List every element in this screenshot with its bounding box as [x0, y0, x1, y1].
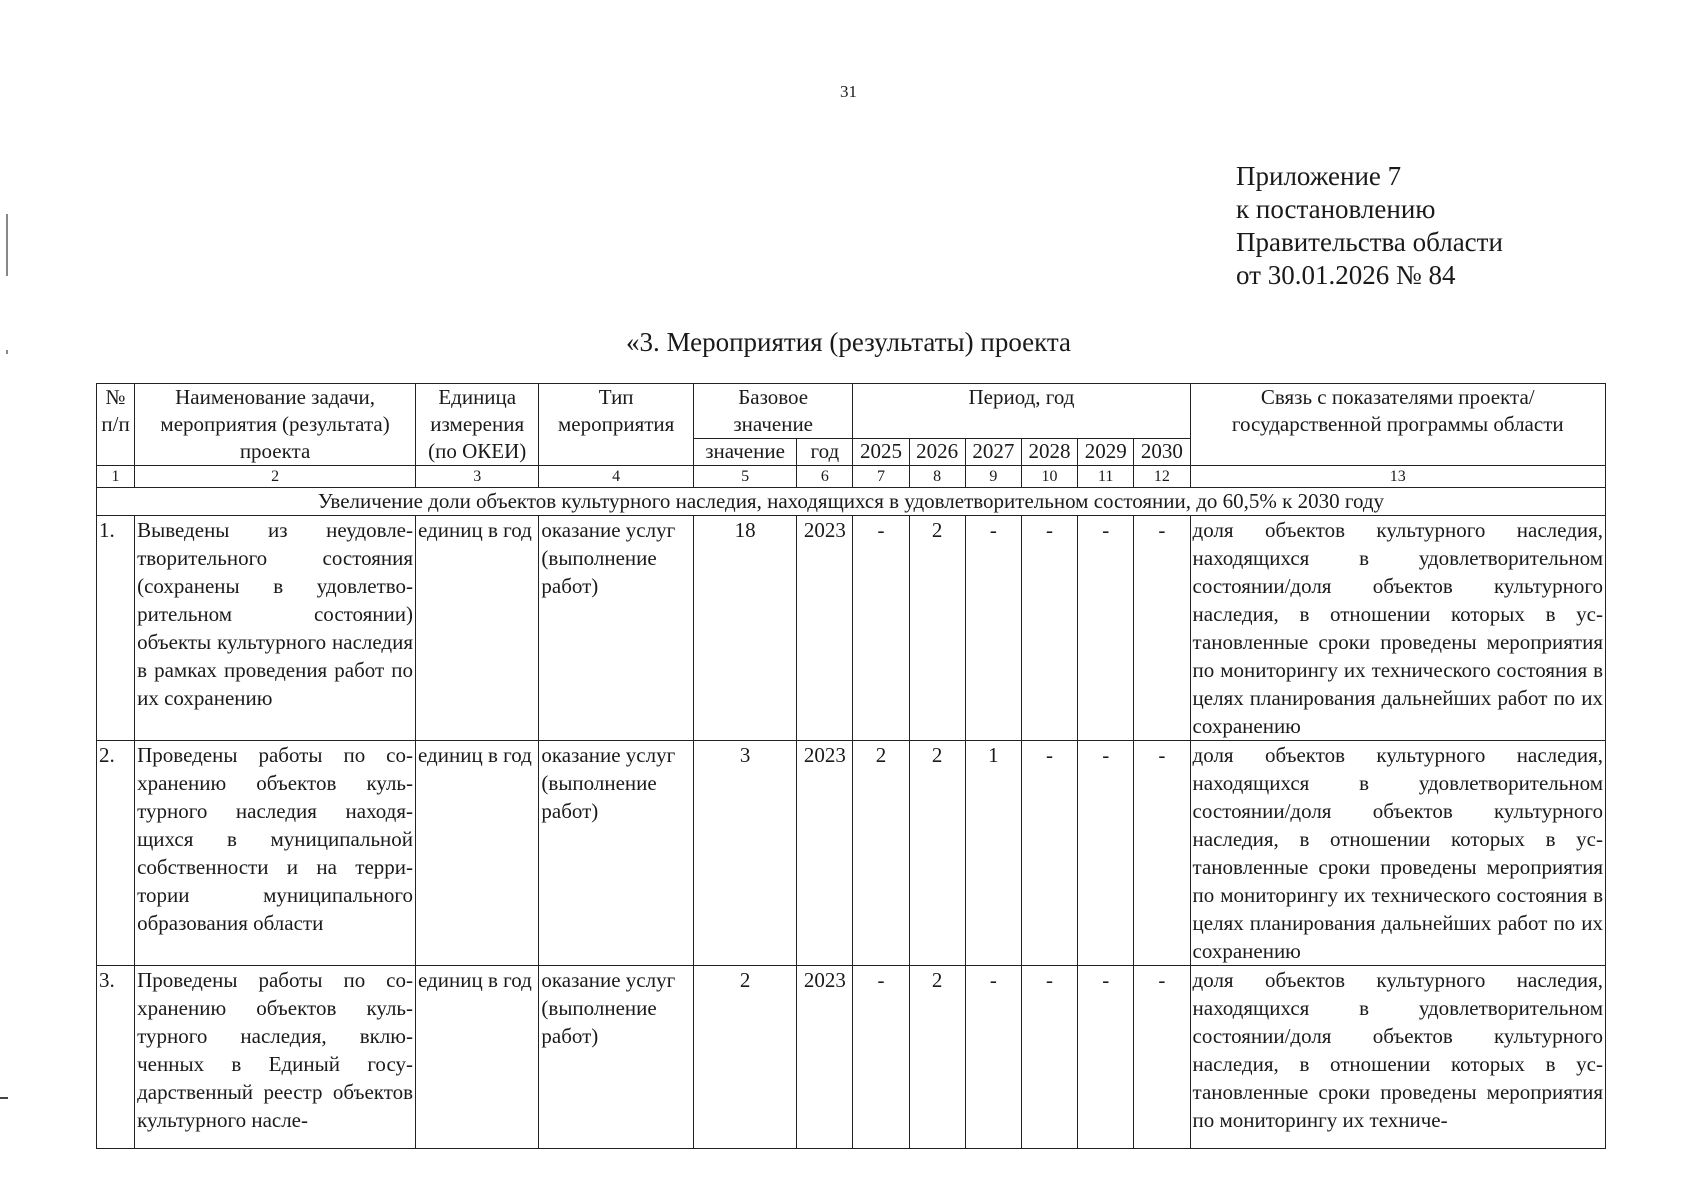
header-period: Период, год	[853, 384, 1190, 439]
header-base: Базовое значение	[693, 384, 853, 439]
column-number: 1	[97, 466, 135, 488]
column-number-row	[97, 466, 1606, 488]
row-link: доля объектов культурного наследия, находящихся в удовлетворительном состоянии/доля объектов культурного наследия, в отношении которых в установленные сроки проведены мероприятия по мониторингу их технического состояния в целях планирования дальнейших работ по их сохранению	[1190, 741, 1605, 966]
column-number: 2	[135, 466, 416, 488]
column-number: 9	[965, 466, 1021, 488]
row-year-value: 1	[965, 741, 1021, 966]
task-row	[97, 488, 1606, 516]
header-num: № п/п	[97, 384, 135, 466]
margin-mark-bottom	[0, 1097, 8, 1099]
column-number: 12	[1134, 466, 1190, 488]
header-name: Наименование задачи, мероприятия (результата) проекта	[135, 384, 416, 466]
row-year-value: -	[853, 516, 909, 741]
row-base-year: 2023	[797, 516, 853, 741]
row-base-year: 2023	[797, 741, 853, 966]
row-year-value: -	[1134, 966, 1190, 1149]
row-year-value: -	[965, 516, 1021, 741]
appendix-line: Правительства области	[1236, 227, 1503, 257]
header-year: 2028	[1021, 439, 1077, 466]
row-year-value: -	[1078, 516, 1134, 741]
header-year: 2027	[965, 439, 1021, 466]
column-number: 6	[797, 466, 853, 488]
appendix-line: Приложение 7	[1236, 161, 1402, 191]
appendix-block	[1236, 160, 1503, 292]
row-year-value: -	[1078, 741, 1134, 966]
header-type: Тип мероприятия	[539, 384, 694, 466]
row-unit: единиц в год	[416, 741, 539, 966]
table-row	[97, 516, 1606, 741]
header-year: 2026	[909, 439, 965, 466]
row-base-value: 18	[693, 516, 796, 741]
row-year-value: -	[1134, 741, 1190, 966]
header-year: 2029	[1078, 439, 1134, 466]
row-name: Проведены работы по сохранению объектов культурного наследия находящихся в муниципальной собственности и на территории муниципального образования области	[135, 741, 416, 966]
column-number: 11	[1078, 466, 1134, 488]
page-number: 31	[840, 82, 857, 101]
header-year: 2025	[853, 439, 909, 466]
document-title: «3. Мероприятия (результаты) проекта	[625, 327, 1072, 357]
row-type: оказание услуг (выполнение работ)	[539, 966, 694, 1149]
column-number: 4	[539, 466, 694, 488]
row-year-value: -	[1021, 516, 1077, 741]
header-unit: Единица измерения (по ОКЕИ)	[416, 384, 539, 466]
row-num: 1.	[97, 516, 135, 741]
table-row	[97, 966, 1606, 1149]
table-row	[97, 741, 1606, 966]
row-year-value: -	[965, 966, 1021, 1149]
row-link: доля объектов культурного наследия, находящихся в удовлетворительном состоянии/доля объектов культурного наследия, в отношении которых в установленные сроки проведены мероприятия по мониторингу их технического состояния в целях планирования дальнейших работ по их сохранению	[1190, 516, 1605, 741]
column-number: 8	[909, 466, 965, 488]
row-year-value: -	[853, 966, 909, 1149]
column-number: 5	[693, 466, 796, 488]
margin-mark-top	[6, 214, 8, 276]
column-number: 13	[1190, 466, 1605, 488]
header-row	[97, 384, 1606, 439]
row-name: Проведены работы по сохранению объектов культурного наследия, включенных в Единый государственный реестр объектов культурного насле-	[135, 966, 416, 1149]
row-base-value: 2	[693, 966, 796, 1149]
row-base-year: 2023	[797, 966, 853, 1149]
column-number: 10	[1021, 466, 1077, 488]
row-type: оказание услуг (выполнение работ)	[539, 741, 694, 966]
row-num: 2.	[97, 741, 135, 966]
row-link: доля объектов культурного наследия, находящихся в удовлетворительном состоянии/доля объектов культурного наследия, в отношении которых в установленные сроки проведены мероприятия по мониторингу их техниче-	[1190, 966, 1605, 1149]
row-year-value: -	[1134, 516, 1190, 741]
row-year-value: -	[1078, 966, 1134, 1149]
row-year-value: 2	[909, 516, 965, 741]
task-title: Увеличение доли объектов культурного наследия, находящихся в удовлетворительном состоянии, до 60,5% к 2030 году	[97, 488, 1606, 516]
row-year-value: 2	[909, 966, 965, 1149]
row-year-value: -	[1021, 741, 1077, 966]
appendix-line: к постановлению	[1236, 194, 1436, 224]
header-base-year: год	[797, 439, 853, 466]
row-unit: единиц в год	[416, 966, 539, 1149]
row-name: Выведены из неудовлетворительного состояния (сохранены в удовлетворительном состоянии) объекты культурного наследия в рамках проведения работ по их сохранению	[135, 516, 416, 741]
header-link: Связь с показателями проекта/государственной программы области	[1190, 384, 1605, 466]
row-year-value: 2	[909, 741, 965, 966]
row-year-value: -	[1021, 966, 1077, 1149]
header-year: 2030	[1134, 439, 1190, 466]
activities-table	[96, 383, 1606, 1149]
header-base-value: значение	[693, 439, 796, 466]
row-type: оказание услуг (выполнение работ)	[539, 516, 694, 741]
column-number: 3	[416, 466, 539, 488]
row-num: 3.	[97, 966, 135, 1149]
row-base-value: 3	[693, 741, 796, 966]
column-number: 7	[853, 466, 909, 488]
row-year-value: 2	[853, 741, 909, 966]
row-unit: единиц в год	[416, 516, 539, 741]
appendix-line: от 30.01.2026 № 84	[1236, 260, 1456, 290]
